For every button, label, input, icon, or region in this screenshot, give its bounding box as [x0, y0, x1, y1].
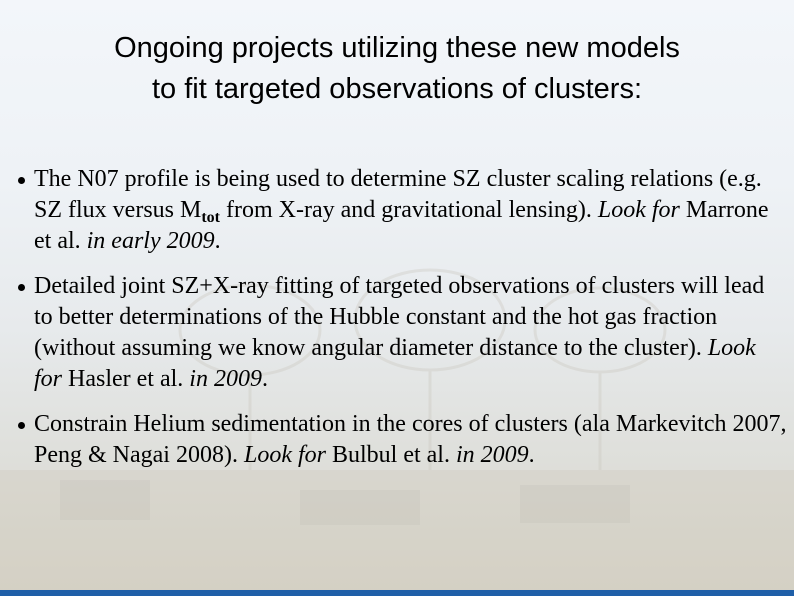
bullet-text: Detailed joint SZ+X-ray fitting of targeted observations of clusters will lead to better determinations of the Hubble constant and the hot gas fraction (without assuming we know angular diameter distance to the cluster).: [34, 273, 765, 361]
bullet-dot-icon: [18, 284, 25, 291]
look-for-label: Look for: [597, 197, 680, 223]
bullet-end: .: [528, 442, 535, 468]
bullet-end: .: [214, 228, 221, 254]
bullet-dot-icon: [18, 422, 25, 429]
bullet-dot-icon: [18, 177, 25, 184]
bullet-text: The N07 profile is being used to determine SZ cluster scaling relations (e.g. SZ flux versus M: [34, 166, 762, 223]
title-line-1: Ongoing projects utilizing these new models: [114, 32, 680, 64]
slide-title: [0, 28, 794, 110]
bullet-text: Marrone et al.: [34, 197, 769, 254]
bullet-item: [18, 164, 788, 257]
bullet-list: [18, 164, 788, 471]
bullet-end: .: [261, 366, 268, 392]
bullet-text: from X-ray and gravitational lensing).: [220, 197, 598, 223]
footer-bar: [0, 590, 794, 596]
bullet-when: in early 2009: [86, 228, 215, 254]
bullet-item: [18, 271, 788, 395]
title-line-2: to fit targeted observations of clusters:: [151, 73, 643, 105]
bullet-subscript: tot: [201, 209, 220, 226]
bullet-item: [18, 409, 788, 471]
look-for-label: Look for: [34, 335, 756, 392]
bullet-when: in 2009: [455, 442, 529, 468]
bullet-text: Constrain Helium sedimentation in the cores of clusters (ala Markevitch 2007, Peng & Nagai 2008).: [34, 411, 787, 468]
bullet-text: Bulbul et al.: [325, 442, 456, 468]
look-for-label: Look for: [243, 442, 326, 468]
bullet-text: Hasler et al.: [62, 366, 190, 392]
bullet-when: in 2009: [189, 366, 262, 392]
